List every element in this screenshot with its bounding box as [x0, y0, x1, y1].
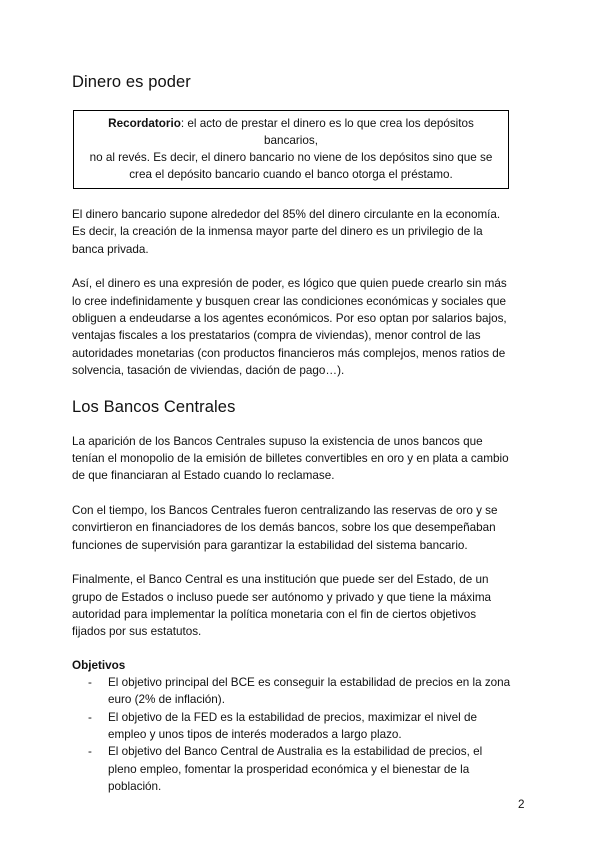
list-item-fed — [72, 709, 527, 744]
text-line: ventajas fiscales a los prestatarios (compra de viviendas), menor control de las — [72, 329, 481, 343]
text-line: autoridades monetarias (con productos financieros más complejos, menos ratios de — [72, 346, 506, 360]
text-line: El dinero bancario supone alrededor del 85% del dinero circulante en la economía. — [72, 208, 501, 221]
reminder-line-3: crea el depósito bancario cuando el banco otorga el préstamo. — [129, 168, 453, 181]
list-bullet: - — [88, 745, 92, 759]
list-bullet: - — [88, 710, 92, 724]
text-line: Con el tiempo, los Bancos Centrales fueron centralizando las reservas de oro y se — [72, 503, 498, 517]
paragraph-reservas-de-oro — [72, 502, 527, 554]
paragraph-expresion-de-poder — [72, 275, 527, 379]
text-line: grupo de Estados o incluso puede ser autónomo y privado y que tiene la máxima — [72, 590, 492, 604]
text-line: El objetivo principal del BCE es conseguir la estabilidad de precios en la zona — [108, 675, 511, 689]
text-line: El objetivo de la FED es la estabilidad de precios, maximizar el nivel de — [108, 710, 477, 724]
text-line: población. — [108, 780, 162, 794]
list-item-bce — [72, 674, 527, 709]
text-line: obliguen a endeudarse a los agentes económicos. Por eso optan por salarios bajos, — [72, 312, 507, 326]
reminder-text-1: : el acto de prestar el dinero es lo que crea los depósitos bancarios, — [180, 117, 474, 147]
list-bullet: - — [88, 675, 92, 689]
text-line: lo cree indefinidamente y busquen crear las condiciones económicas y sociales que — [72, 294, 506, 308]
reminder-line-2: no al revés. Es decir, el dinero bancario no viene de los depósitos sino que se — [89, 151, 493, 164]
text-line: autoridad para implementar la política monetaria con el fin de ciertos objetivos — [72, 607, 477, 621]
text-line: fijados por sus estatutos. — [72, 625, 202, 639]
document-page — [72, 62, 527, 796]
text-line: empleo y unos tipos de interés moderados a largo plazo. — [108, 727, 402, 741]
text-line: pleno empleo, fomentar la prosperidad económica y el bienestar de la — [108, 762, 470, 776]
section-title-bancos-centrales: Los Bancos Centrales — [72, 397, 236, 416]
text-line: banca privada. — [72, 242, 149, 256]
paragraph-aparicion-bancos-centrales — [72, 433, 527, 485]
paragraph-banco-central-institucion — [72, 571, 527, 641]
page-number: 2 — [518, 798, 525, 811]
objetivos-heading: Objetivos — [72, 658, 126, 672]
text-line: tenían el monopolio de la emisión de billetes convertibles en oro y en plata a cambio — [72, 452, 509, 466]
paragraph-dinero-bancario — [72, 206, 527, 258]
reminder-label: Recordatorio — [108, 117, 181, 130]
text-line: El objetivo del Banco Central de Australia es la estabilidad de precios, el — [108, 745, 483, 759]
text-line: Es decir, la creación de la inmensa mayor parte del dinero es un privilegio de la — [72, 225, 483, 239]
text-line: funciones de supervisión para garantizar la estabilidad del sistema bancario. — [72, 538, 468, 552]
text-line: euro (2% de inflación). — [108, 693, 225, 707]
list-item-australia — [72, 743, 527, 795]
text-line: La aparición de los Bancos Centrales supuso la existencia de unos bancos que — [72, 434, 483, 448]
text-line: solvencia, tasación de viviendas, dación de pago…). — [72, 364, 345, 378]
objetivos-list — [72, 674, 527, 796]
section-title-dinero-es-poder: Dinero es poder — [72, 73, 191, 91]
reminder-box — [73, 110, 509, 189]
text-line: Así, el dinero es una expresión de poder, es lógico que quien puede crearlo sin más — [72, 277, 507, 291]
reminder-line-1 — [82, 115, 500, 149]
text-line: convirtieron en financiadores de los demás bancos, sobre los que desempeñaban — [72, 521, 496, 535]
text-line: de que financiaran al Estado cuando lo reclamase. — [72, 469, 335, 483]
text-line: Finalmente, el Banco Central es una institución que puede ser del Estado, de un — [72, 573, 489, 587]
